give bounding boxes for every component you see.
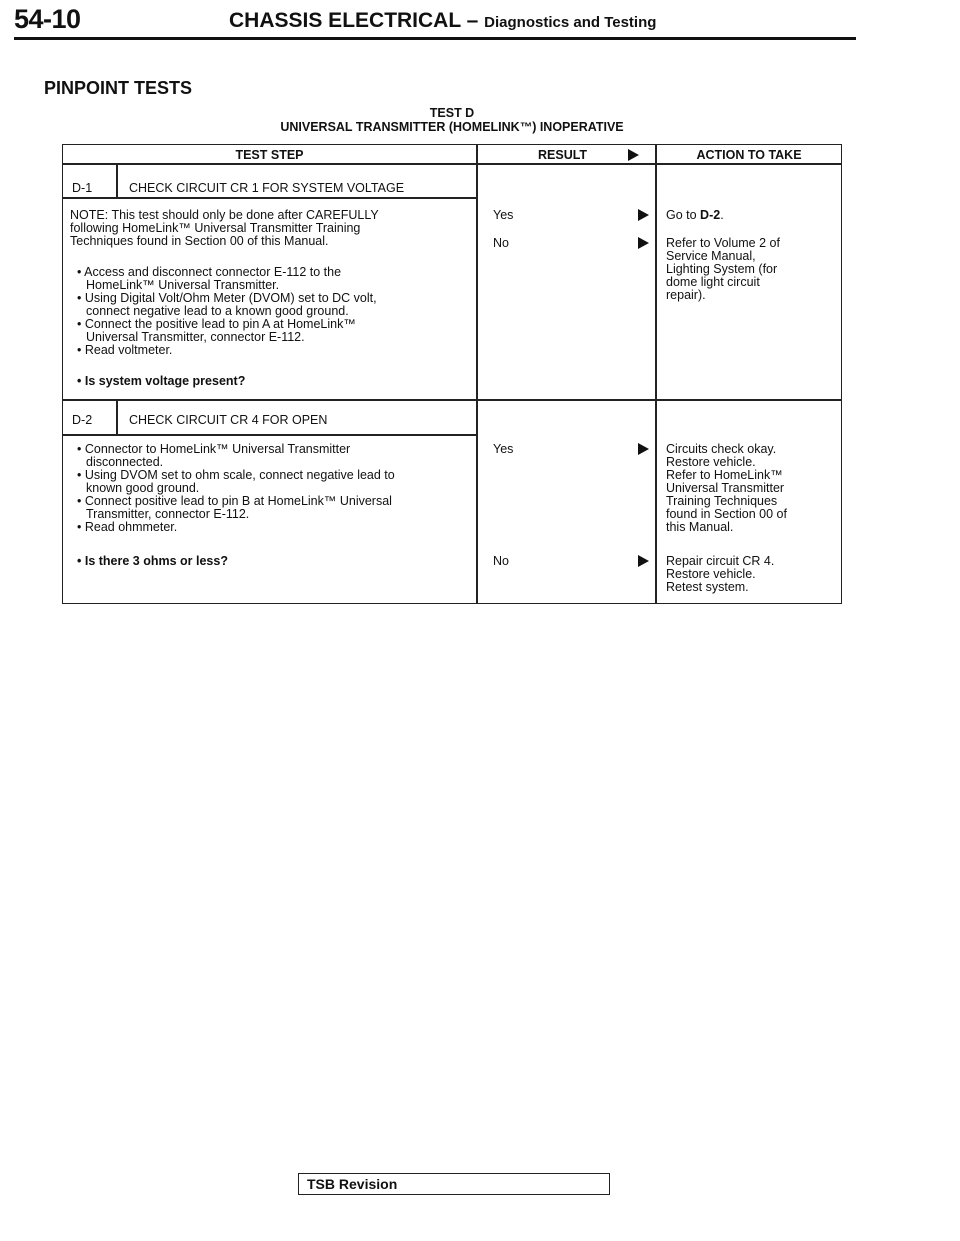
- result-arrow-icon: [628, 149, 639, 161]
- tsb-revision-label: TSB Revision: [307, 1176, 398, 1192]
- step-text-line: • Connect the positive lead to pin A at HomeLink™: [77, 317, 356, 331]
- chapter-subtitle: Diagnostics and Testing: [484, 14, 657, 31]
- result-arrow-icon: [638, 555, 649, 567]
- step-divider: [63, 399, 841, 401]
- action-line: Service Manual,: [666, 249, 756, 263]
- action-line: Circuits check okay.: [666, 442, 777, 456]
- result-arrow-icon: [638, 443, 649, 455]
- step-question: • Is there 3 ohms or less?: [77, 554, 228, 568]
- step-title-rule: [63, 197, 476, 199]
- action-line: dome light circuit: [666, 275, 760, 289]
- step-text-line: • Using DVOM set to ohm scale, connect negative lead to: [77, 468, 395, 482]
- step-question: • Is system voltage present?: [77, 374, 246, 388]
- step-text-line: HomeLink™ Universal Transmitter.: [86, 278, 280, 292]
- step-id: D-1: [72, 181, 93, 195]
- action-line: Lighting System (for: [666, 262, 778, 276]
- title-dash: –: [460, 9, 485, 32]
- step-title-rule: [63, 434, 476, 436]
- step-text-line: connect negative lead to a known good ground.: [86, 304, 349, 318]
- step-text-line: Transmitter, connector E-112.: [86, 507, 250, 521]
- action-line: found in Section 00 of: [666, 507, 787, 521]
- chapter-title: [229, 9, 656, 33]
- step-text-line: NOTE: This test should only be done after CAREFULLY: [70, 208, 379, 222]
- action-line: Go to D-2.: [666, 208, 724, 222]
- action-line: Refer to HomeLink™: [666, 468, 783, 482]
- action-line: Refer to Volume 2 of: [666, 236, 780, 250]
- step-text-line: • Read ohmmeter.: [77, 520, 178, 534]
- result-label: Yes: [493, 208, 514, 222]
- action-line: Retest system.: [666, 580, 749, 594]
- step-text-line: • Read voltmeter.: [77, 343, 173, 357]
- column-divider: [655, 145, 657, 603]
- action-line: repair).: [666, 288, 706, 302]
- column-header-result: RESULT: [538, 148, 588, 162]
- step-text-line: Universal Transmitter, connector E-112.: [86, 330, 305, 344]
- action-line: Repair circuit CR 4.: [666, 554, 775, 568]
- column-header-action: ACTION TO TAKE: [696, 148, 802, 162]
- step-text-line: • Access and disconnect connector E-112 to the: [77, 265, 342, 279]
- action-line: Universal Transmitter: [666, 481, 785, 495]
- result-arrow-icon: [638, 237, 649, 249]
- page-header: [14, 0, 854, 44]
- section-title: PINPOINT TESTS: [44, 78, 193, 98]
- action-line: Restore vehicle.: [666, 567, 756, 581]
- action-line: Restore vehicle.: [666, 455, 756, 469]
- result-arrow-icon: [638, 209, 649, 221]
- header-row-rule: [63, 163, 841, 165]
- step-title: CHECK CIRCUIT CR 1 FOR SYSTEM VOLTAGE: [129, 181, 405, 195]
- action-line: this Manual.: [666, 520, 734, 534]
- step-text-line: • Using Digital Volt/Ohm Meter (DVOM) set to DC volt,: [77, 291, 377, 305]
- step-title: CHECK CIRCUIT CR 4 FOR OPEN: [129, 413, 328, 427]
- column-divider: [476, 145, 478, 603]
- step-id-divider: [116, 163, 118, 198]
- step-text-line: • Connect positive lead to pin B at HomeLink™ Universal: [77, 494, 392, 508]
- test-caption-id: TEST D: [429, 106, 475, 120]
- step-text-line: following HomeLink™ Universal Transmitter Training: [70, 221, 361, 235]
- step-text-line: disconnected.: [86, 455, 164, 469]
- step-id: D-2: [72, 413, 93, 427]
- result-label: No: [493, 554, 509, 568]
- chapter-name: CHASSIS ELECTRICAL: [229, 9, 461, 32]
- page-number: 54-10: [14, 4, 81, 34]
- result-label: No: [493, 236, 509, 250]
- step-id-divider: [116, 399, 118, 435]
- action-line: Training Techniques: [666, 494, 778, 508]
- pinpoint-test-table: [62, 144, 842, 604]
- test-caption-title: UNIVERSAL TRANSMITTER (HOMELINK™) INOPERATIVE: [280, 120, 624, 134]
- column-header-test-step: TEST STEP: [235, 148, 304, 162]
- step-text-line: Techniques found in Section 00 of this Manual.: [70, 234, 329, 248]
- step-text-line: • Connector to HomeLink™ Universal Transmitter: [77, 442, 351, 456]
- tsb-revision-box: [298, 1173, 610, 1195]
- result-label: Yes: [493, 442, 514, 456]
- header-rule: [14, 37, 856, 40]
- step-text-line: known good ground.: [86, 481, 200, 495]
